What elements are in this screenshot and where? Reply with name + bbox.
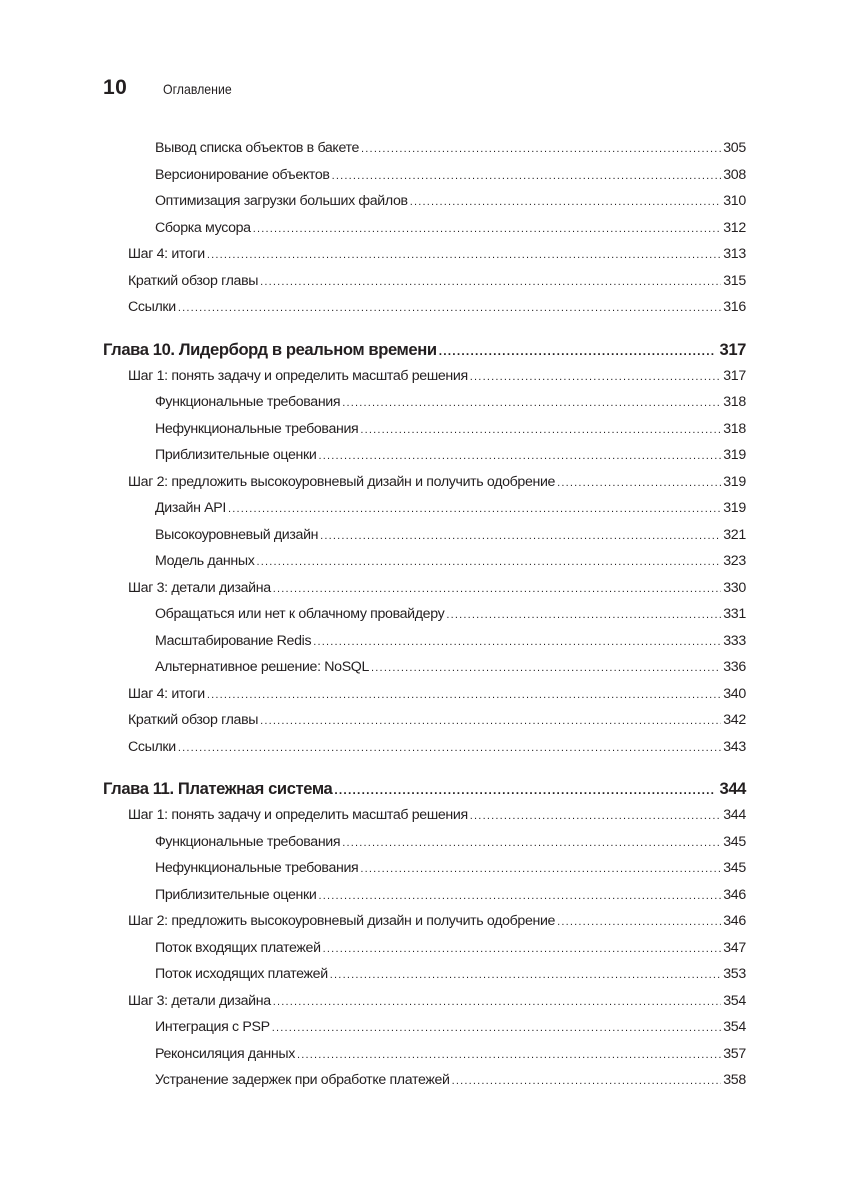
- toc-entry-title: Шаг 4: итоги: [128, 685, 205, 702]
- toc-entry-title: Масштабирование Redis: [155, 632, 312, 649]
- dot-leader: [332, 170, 722, 182]
- toc-entry-title: Устранение задержек при обработке платежей: [155, 1072, 450, 1088]
- toc-entry-page: 346: [723, 913, 746, 929]
- dot-leader: [452, 1075, 722, 1087]
- dot-leader: [273, 996, 721, 1008]
- toc-entry-title: Функциональные требования: [155, 394, 341, 410]
- toc-entry-title: Краткий обзор главы: [128, 712, 259, 728]
- dot-leader: [470, 371, 721, 383]
- toc-entry-title: Поток входящих платежей: [155, 939, 321, 956]
- toc-entry-title: Шаг 3: детали дизайна: [128, 992, 271, 1009]
- dot-leader: [207, 249, 721, 261]
- toc-entry-page: 308: [723, 166, 746, 183]
- dot-leader: [330, 969, 721, 981]
- dot-leader: [313, 636, 721, 648]
- toc-entry[interactable]: [103, 860, 746, 887]
- toc-entry[interactable]: [103, 421, 746, 448]
- toc-entry[interactable]: [103, 633, 746, 660]
- toc-entry-title: Шаг 4: итоги: [128, 246, 205, 262]
- toc-entry[interactable]: [103, 368, 746, 395]
- toc-entry[interactable]: [103, 686, 746, 713]
- toc-entry-page: 331: [723, 606, 746, 622]
- toc-entry-title: Оптимизация загрузки больших файлов: [155, 193, 408, 209]
- toc-entry-page: 319: [723, 447, 746, 463]
- toc-entry-page: 313: [723, 246, 746, 262]
- toc-entry[interactable]: [103, 580, 746, 607]
- toc-entry[interactable]: [103, 606, 746, 633]
- toc-entry-title: Ссылки: [128, 738, 176, 755]
- toc-entry-title: Шаг 1: понять задачу и определить масштаб решения: [128, 367, 468, 384]
- dot-leader: [439, 344, 714, 358]
- toc-entry[interactable]: [103, 913, 746, 940]
- toc-entry[interactable]: [103, 220, 746, 247]
- chapter-title: Глава 10. Лидерборд в реальном времени: [103, 339, 437, 359]
- toc-entry-title: Реконсиляция данных: [155, 1045, 295, 1062]
- toc-entry-title: Дизайн API: [155, 500, 226, 516]
- dot-leader: [360, 424, 721, 436]
- toc-entry-page: 357: [723, 1045, 746, 1062]
- toc-entry[interactable]: [103, 193, 746, 220]
- toc-entry-page: 340: [723, 685, 746, 702]
- toc-entry-page: 343: [723, 738, 746, 755]
- dot-leader: [557, 916, 721, 928]
- toc-entry-title: Нефункциональные требования: [155, 420, 359, 437]
- toc-entry[interactable]: [103, 447, 746, 474]
- dot-leader: [256, 556, 721, 568]
- dot-leader: [342, 397, 721, 409]
- page-number: 10: [103, 76, 128, 99]
- dot-leader: [318, 450, 721, 462]
- running-header: [103, 76, 241, 102]
- dot-leader: [228, 503, 721, 515]
- dot-leader: [207, 689, 721, 701]
- toc-entry-title: Шаг 1: понять задачу и определить масштаб решения: [128, 807, 468, 823]
- dot-leader: [178, 742, 721, 754]
- section-title: Оглавление: [163, 81, 232, 97]
- toc-entry-page: 354: [723, 1019, 746, 1035]
- dot-leader: [178, 302, 721, 314]
- chapter-page: 317: [719, 339, 746, 359]
- toc-entry-page: 344: [723, 807, 746, 823]
- toc-entry[interactable]: [103, 966, 746, 993]
- toc-entry[interactable]: [103, 739, 746, 766]
- toc-entry-title: Поток исходящих платежей: [155, 966, 328, 982]
- toc-entry-title: Высокоуровневый дизайн: [155, 526, 319, 543]
- toc-entry[interactable]: [103, 500, 746, 527]
- toc-entry-page: 345: [723, 860, 746, 876]
- toc-entry-page: 346: [723, 886, 746, 903]
- toc-entry-page: 347: [723, 939, 746, 956]
- toc-entry-title: Сборка мусора: [155, 219, 251, 236]
- toc-entry[interactable]: [103, 246, 746, 273]
- toc-entry[interactable]: [103, 834, 746, 861]
- toc-entry-title: Шаг 2: предложить высокоуровневый дизайн и получить одобрение: [128, 913, 556, 929]
- toc-entry-title: Шаг 3: детали дизайна: [128, 579, 271, 596]
- dot-leader: [318, 890, 721, 902]
- toc-entry-page: 310: [723, 193, 746, 209]
- toc-entry-title: Функциональные требования: [155, 833, 341, 850]
- dot-leader: [323, 943, 722, 955]
- toc-entry-title: Приблизительные оценки: [155, 447, 317, 463]
- toc-entry-title: Краткий обзор главы: [128, 272, 259, 289]
- dot-leader: [410, 196, 722, 208]
- toc-entry-title: Нефункциональные требования: [155, 860, 359, 876]
- toc-entry-page: 312: [723, 219, 746, 236]
- toc-chapter-11[interactable]: [103, 779, 746, 807]
- toc-entry-title: Вывод списка объектов в бакете: [155, 140, 360, 156]
- toc-entry[interactable]: [103, 940, 746, 967]
- dot-leader: [342, 837, 721, 849]
- chapter-title: Глава 11. Платежная система: [103, 779, 333, 798]
- toc-entry-page: 318: [723, 420, 746, 437]
- toc-entry[interactable]: [103, 527, 746, 554]
- toc-entry-page: 318: [723, 394, 746, 410]
- toc-entry-page: 333: [723, 632, 746, 649]
- toc-entry[interactable]: [103, 394, 746, 421]
- toc-entry-title: Интеграция с PSP: [155, 1019, 270, 1035]
- toc-entry-page: 330: [723, 579, 746, 596]
- toc-entry[interactable]: [103, 167, 746, 194]
- dot-leader: [371, 662, 721, 674]
- toc-entry[interactable]: [103, 1019, 746, 1046]
- toc-entry[interactable]: [103, 299, 746, 326]
- toc-entry-page: 354: [723, 992, 746, 1009]
- toc-entry-title: Обращаться или нет к облачному провайдеру: [155, 606, 445, 622]
- dot-leader: [360, 863, 721, 875]
- toc-entry-title: Ссылки: [128, 299, 176, 315]
- toc-entry-page: 305: [723, 140, 746, 156]
- toc-entry-page: 316: [723, 299, 746, 315]
- dot-leader: [260, 276, 721, 288]
- dot-leader: [272, 1022, 722, 1034]
- toc-entry-page: 321: [723, 526, 746, 543]
- toc-entry[interactable]: [103, 1072, 746, 1099]
- toc-entry[interactable]: [103, 474, 746, 501]
- dot-leader: [297, 1049, 721, 1061]
- dot-leader: [260, 715, 721, 727]
- dot-leader: [253, 223, 721, 235]
- toc-entry-page: 319: [723, 500, 746, 516]
- toc-entry[interactable]: [103, 807, 746, 834]
- toc-entry-page: 319: [723, 473, 746, 490]
- toc-entry-title: Версионирование объектов: [155, 166, 330, 183]
- toc-entry[interactable]: [103, 553, 746, 580]
- toc-entry[interactable]: [103, 887, 746, 914]
- dot-leader: [273, 583, 721, 595]
- dot-leader: [446, 609, 721, 621]
- toc-entry-title: Модель данных: [155, 553, 255, 569]
- dot-leader: [557, 477, 721, 489]
- toc-entry-page: 353: [723, 966, 746, 982]
- toc-entry-page: 342: [723, 712, 746, 728]
- dot-leader: [320, 530, 721, 542]
- toc-chapter-10[interactable]: [103, 340, 746, 368]
- toc-entry-page: 317: [723, 367, 746, 384]
- chapter-page: 344: [719, 779, 746, 798]
- table-of-contents: [103, 140, 746, 1099]
- toc-entry-page: 336: [723, 659, 746, 675]
- dot-leader: [361, 143, 721, 155]
- toc-entry-page: 358: [723, 1072, 746, 1088]
- toc-entry[interactable]: [103, 993, 746, 1020]
- toc-entry-title: Шаг 2: предложить высокоуровневый дизайн и получить одобрение: [128, 473, 556, 490]
- toc-entry[interactable]: [103, 712, 746, 739]
- toc-entry-page: 315: [723, 272, 746, 289]
- toc-entry-page: 345: [723, 833, 746, 850]
- toc-entry-title: Альтернативное решение: NoSQL: [155, 659, 370, 675]
- toc-entry-page: 323: [723, 553, 746, 569]
- dot-leader: [334, 783, 713, 797]
- toc-entry[interactable]: [103, 140, 746, 167]
- toc-entry-title: Приблизительные оценки: [155, 886, 317, 903]
- toc-entry[interactable]: [103, 659, 746, 686]
- toc-entry[interactable]: [103, 273, 746, 300]
- toc-entry[interactable]: [103, 1046, 746, 1073]
- dot-leader: [470, 810, 721, 822]
